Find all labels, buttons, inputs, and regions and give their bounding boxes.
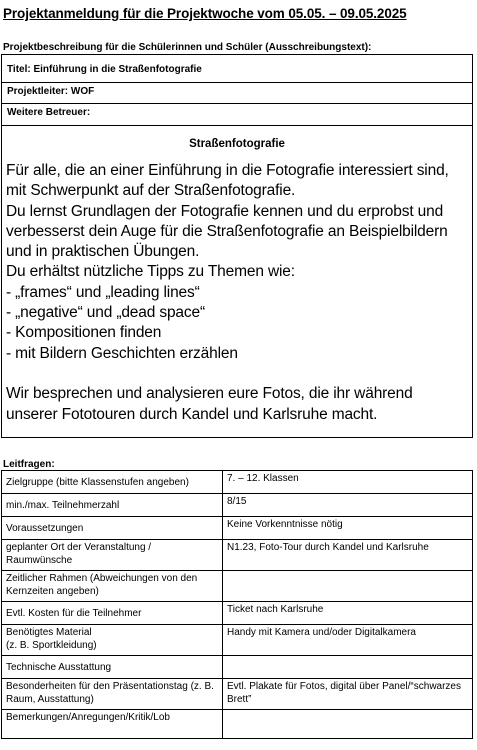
answer-cell: 8/15 bbox=[223, 494, 473, 517]
question-cell: Zeitlicher Rahmen (Abweichungen von den Kernzeiten angeben) bbox=[2, 571, 223, 602]
question-cell: Bemerkungen/Anregungen/Kritik/Lob bbox=[2, 710, 223, 739]
answer-cell: N1.23, Foto-Tour durch Kandel und Karlsruhe bbox=[223, 540, 473, 571]
answer-cell bbox=[223, 710, 473, 739]
description-line: Für alle, die an einer Einführung in die Fotografie interessiert sind, bbox=[6, 162, 449, 179]
table-row bbox=[2, 494, 473, 517]
question-cell: Zielgruppe (bitte Klassenstufen angeben) bbox=[2, 471, 223, 494]
answer-cell: Ticket nach Karlsruhe bbox=[223, 602, 473, 625]
project-description-box bbox=[1, 54, 473, 438]
table-row bbox=[2, 571, 473, 602]
page-title: Projektanmeldung für die Projektwoche vom 05.05. – 09.05.2025 bbox=[3, 6, 407, 21]
answer-cell: 7. – 12. Klassen bbox=[223, 471, 473, 494]
question-cell: Besonderheiten für den Präsentationstag (z. B. Raum, Ausstattung) bbox=[2, 679, 223, 710]
question-cell: Technische Ausstattung bbox=[2, 656, 223, 679]
table-row bbox=[2, 625, 473, 656]
description-line: - „negative“ und „dead space“ bbox=[6, 304, 205, 322]
description-heading: Straßenfotografie bbox=[189, 138, 285, 150]
answer-cell: Handy mit Kamera und/oder Digitalkamera bbox=[223, 625, 473, 656]
guiding-questions-table bbox=[1, 470, 473, 739]
divider bbox=[2, 125, 472, 126]
description-line bbox=[6, 364, 472, 384]
question-cell bbox=[2, 625, 223, 656]
divider bbox=[2, 82, 472, 83]
table-row bbox=[2, 471, 473, 494]
description-line: Wir besprechen und analysieren eure Fotos, die ihr während bbox=[6, 385, 413, 403]
project-leader-field: Projektleiter: WOF bbox=[7, 86, 95, 97]
question-cell: Voraussetzungen bbox=[2, 517, 223, 540]
project-title-field: Titel: Einführung in die Straßenfotografie bbox=[7, 64, 202, 75]
description-line: - mit Bildern Geschichten erzählen bbox=[6, 344, 238, 362]
description-subheading: Projektbeschreibung für die Schülerinnen und Schüler (Ausschreibungstext): bbox=[3, 42, 372, 53]
answer-cell: Keine Vorkenntnisse nötig bbox=[223, 517, 473, 540]
description-line: - „frames“ und „leading lines“ bbox=[6, 283, 200, 301]
question-cell: Evtl. Kosten für die Teilnehmer bbox=[2, 602, 223, 625]
table-row bbox=[2, 602, 473, 625]
material-label: Benötigtes Material (z. B. Sportkleidung) bbox=[6, 627, 97, 651]
answer-cell: Evtl. Plakate für Fotos, digital über Panel/“schwarzes Brett” bbox=[223, 679, 473, 710]
description-line: und in praktischen Übungen. bbox=[6, 243, 200, 261]
description-line: unserer Fototouren durch Kandel und Karlsruhe macht. bbox=[6, 405, 378, 423]
description-line: Du lernst Grundlagen der Fotografie kennen und du erprobst und bbox=[6, 202, 444, 220]
description-line: Du erhältst nützliche Tipps zu Themen wie: bbox=[6, 263, 295, 281]
description-line: - Kompositionen finden bbox=[6, 324, 162, 342]
description-text bbox=[6, 161, 472, 425]
answer-cell bbox=[223, 656, 473, 679]
table-row bbox=[2, 710, 473, 739]
divider bbox=[2, 103, 472, 104]
guiding-questions-heading: Leitfragen: bbox=[3, 459, 55, 470]
table-row bbox=[2, 656, 473, 679]
table-row bbox=[2, 517, 473, 540]
table-row bbox=[2, 679, 473, 710]
answer-cell bbox=[223, 571, 473, 602]
table-row bbox=[2, 540, 473, 571]
question-cell: min./max. Teilnehmerzahl bbox=[2, 494, 223, 517]
description-line: verbesserst dein Auge für die Straßenfotografie an Beispielbildern bbox=[6, 222, 448, 240]
additional-supervisors-field: Weitere Betreuer: bbox=[7, 107, 91, 118]
description-line: mit Schwerpunkt auf der Straßenfotografie. bbox=[6, 182, 296, 200]
question-cell: geplanter Ort der Veranstaltung / Raumwünsche bbox=[2, 540, 223, 571]
